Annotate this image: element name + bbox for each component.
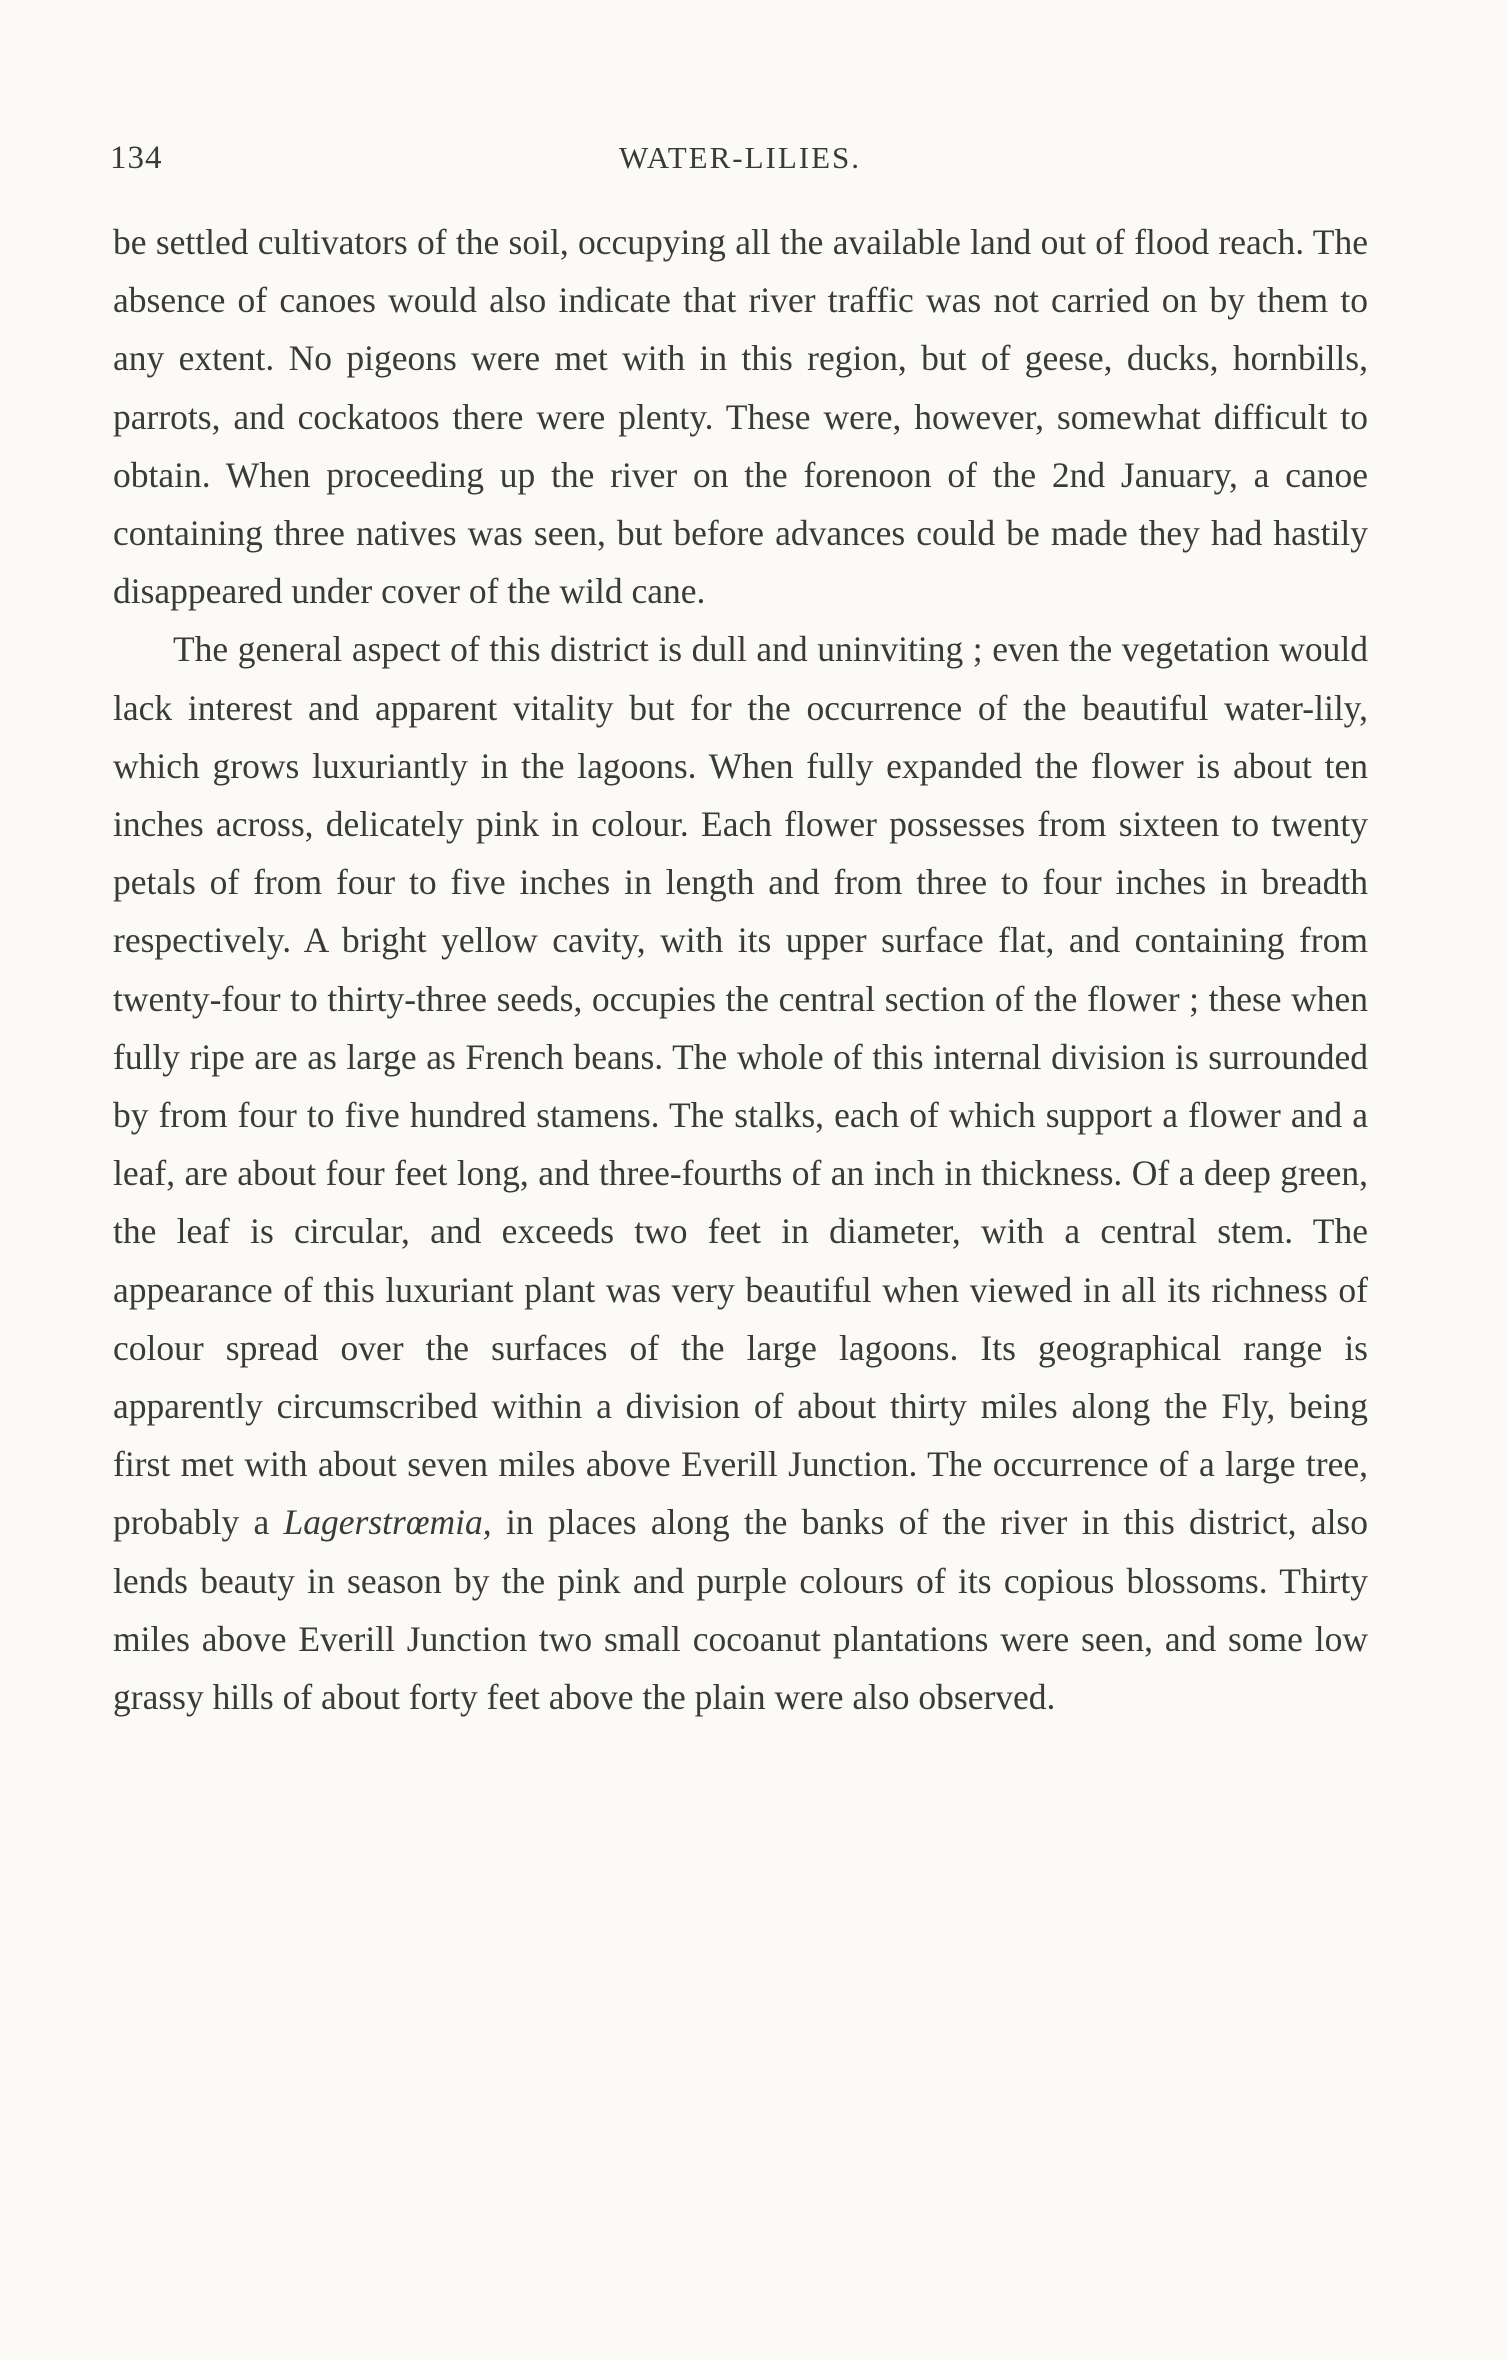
page-header	[110, 140, 1370, 190]
paragraph	[113, 620, 1368, 1726]
paragraph-text: in places along the banks of the river in this district, also lends beauty in season by the pink and purple colours of its copious blossoms. Thirty miles above Everill Junction two small cocoanut plantations were seen, and some low grassy hills of about forty feet above the plain were also observed.	[113, 1502, 1368, 1718]
species-name-italic: Lagerstrœmia,	[283, 1502, 492, 1543]
paragraph-text: The general aspect of this district is dull and uninviting ; even the vegetation would lack interest and apparent vitality but for the occurrence of the beautiful water-lily, which grows luxuriantly in the lagoons. When fully expanded the flower is about ten inches across, delicately pink in colour. Each flower possesses from sixteen to twenty petals of from four to five inches in length and from three to four inches in breadth respectively. A bright yellow cavity, with its upper surface flat, and containing from twenty-four to thirty-three seeds, occupies the central section of the flower ; these when fully ripe are as large as French beans. The whole of this internal division is surrounded by from four to five hundred stamens. The stalks, each of which support a flower and a leaf, are about four feet long, and three-fourths of an inch in thickness. Of a deep green, the leaf is circular, and exceeds two feet in diameter, with a central stem. The appearance of this luxuriant plant was very beautiful when viewed in all its richness of colour spread over the surfaces of the large lagoons. Its geographical range is apparently circumscribed within a division of about thirty miles along the Fly, being first met with about seven miles above Everill Junction. The occurrence of a large tree, probably a	[113, 629, 1368, 1543]
paragraph: be settled cultivators of the soil, occupying all the available land out of flood reach. The absence of canoes would also indicate that river traffic was not carried on by them to any extent. No pigeons were met with in this region, but of geese, ducks, hornbills, parrots, and cockatoos there were plenty. These were, however, somewhat difficult to obtain. When proceeding up the river on the forenoon of the 2nd January, a canoe containing three natives was seen, but before advances could be made they had hastily disappeared under cover of the wild cane.	[113, 222, 1368, 612]
body-text	[113, 213, 1368, 1726]
page-number: 134	[110, 140, 163, 176]
running-head: WATER-LILIES.	[618, 140, 862, 175]
